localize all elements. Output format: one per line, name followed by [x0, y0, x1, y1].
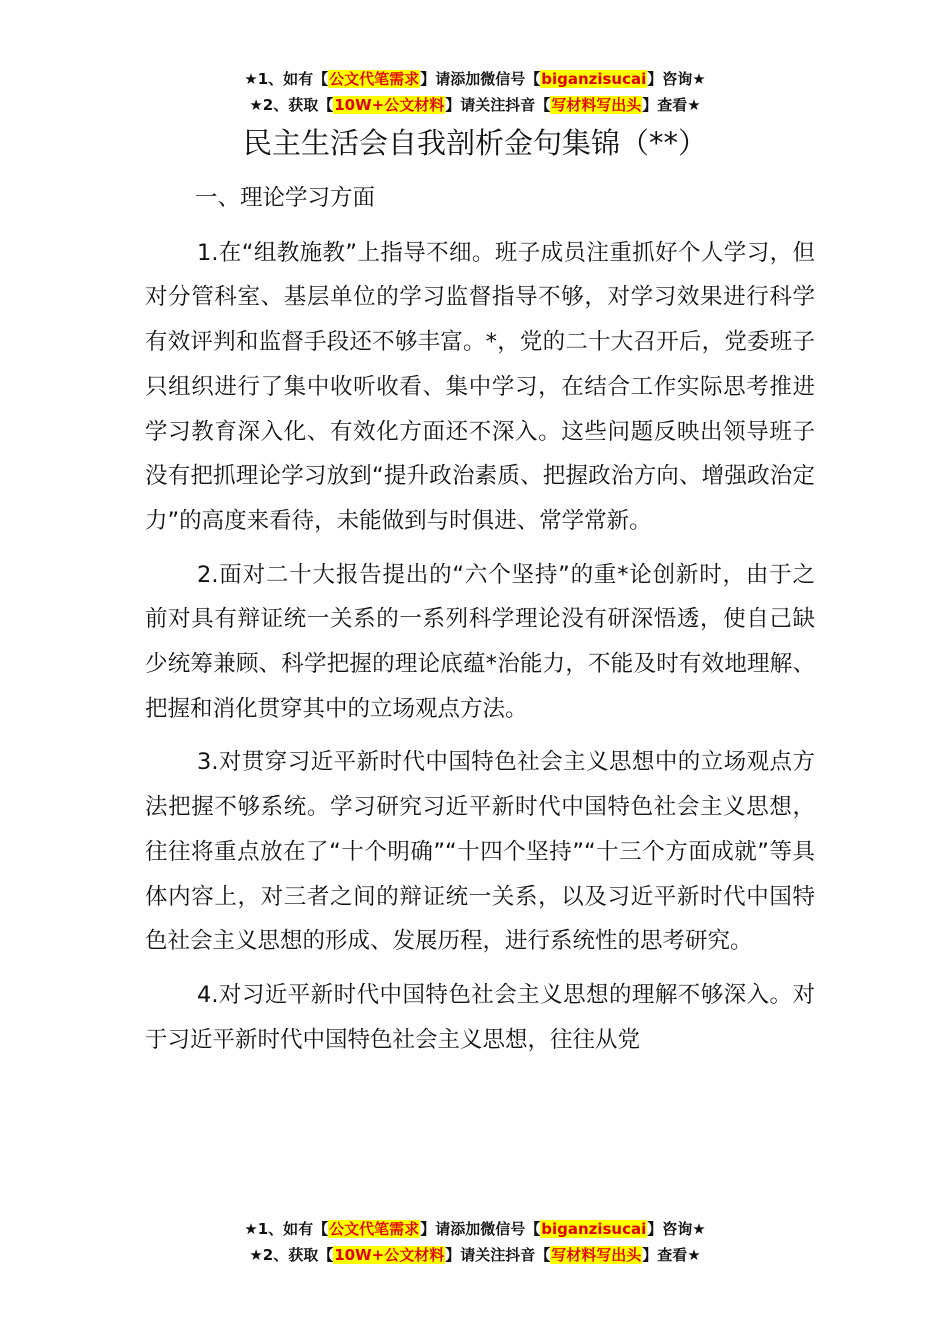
promo-banner-bottom: [0, 1216, 950, 1268]
paragraph-1: 1.在“组教施教”上指导不细。班子成员注重抓好个人学习，但对分管科室、基层单位的学习监督指导不够，对学习效果进行科学有效评判和监督手段还不够丰富。*，党的二十大召开后，党委班子只组织进行了集中收听收看、集中学习，在结合工作实际思考推进学习教育深入化、有效化方面还不深入。这些问题反映出领导班子没有把抓理论学习放到“提升政治素质、把握政治方向、增强政治定力”的高度来看待，未能做到与时俱进、常学常新。: [145, 239, 815, 534]
promo-highlight: 公文代笔需求: [329, 70, 420, 88]
promo-text: 】请添加微信号【: [420, 70, 541, 88]
promo-text: 】请关注抖音【: [445, 1246, 551, 1264]
promo-text: ★1、如有【: [244, 1220, 329, 1238]
promo-line-2: [0, 92, 950, 118]
promo-text: ★2、获取【: [249, 96, 334, 114]
document-title: 民主生活会自我剖析金句集锦（**）: [242, 126, 707, 160]
promo-text: 】咨询★: [647, 1220, 706, 1238]
promo-highlight: biganzisucai: [541, 1220, 647, 1238]
promo-text: 】查看★: [642, 1246, 701, 1264]
promo-banner-top: [0, 66, 950, 118]
promo-text: ★1、如有【: [244, 70, 329, 88]
promo-highlight: biganzisucai: [541, 70, 647, 88]
paragraph-4: 4.对习近平新时代中国特色社会主义思想的理解不够深入。对于习近平新时代中国特色社会主义思想，往往从党: [145, 981, 815, 1053]
promo-text: 】咨询★: [647, 70, 706, 88]
promo-text: 】查看★: [642, 96, 701, 114]
promo-text: 】请添加微信号【: [420, 1220, 541, 1238]
promo-line-1: [0, 1216, 950, 1242]
document-body: [145, 176, 815, 1071]
promo-highlight: 公文代笔需求: [329, 1220, 420, 1238]
promo-line-2: [0, 1242, 950, 1268]
promo-highlight: 写材料写出头: [551, 1246, 642, 1264]
paragraph-2: 2.面对二十大报告提出的“六个坚持”的重*论创新时，由于之前对具有辩证统一关系的一系列科学理论没有研深悟透，使自己缺少统筹兼顾、科学把握的理论底蕴*治能力，不能及时有效地理解、把握和消化贯穿其中的立场观点方法。: [145, 561, 815, 722]
promo-text: 】请关注抖音【: [445, 96, 551, 114]
promo-highlight: 写材料写出头: [551, 96, 642, 114]
section-heading: 一、理论学习方面: [195, 185, 376, 211]
promo-text: ★2、获取【: [249, 1246, 334, 1264]
promo-highlight: 10W+公文材料: [334, 96, 445, 114]
promo-line-1: [0, 66, 950, 92]
promo-highlight: 10W+公文材料: [334, 1246, 445, 1264]
paragraph-3: 3.对贯穿习近平新时代中国特色社会主义思想中的立场观点方法把握不够系统。学习研究习近平新时代中国特色社会主义思想，往往将重点放在了“十个明确”“十四个坚持”“十三个方面成就”等具体内容上，对三者之间的辩证统一关系，以及习近平新时代中国特色社会主义思想的形成、发展历程，进行系统性的思考研究。: [145, 749, 815, 955]
